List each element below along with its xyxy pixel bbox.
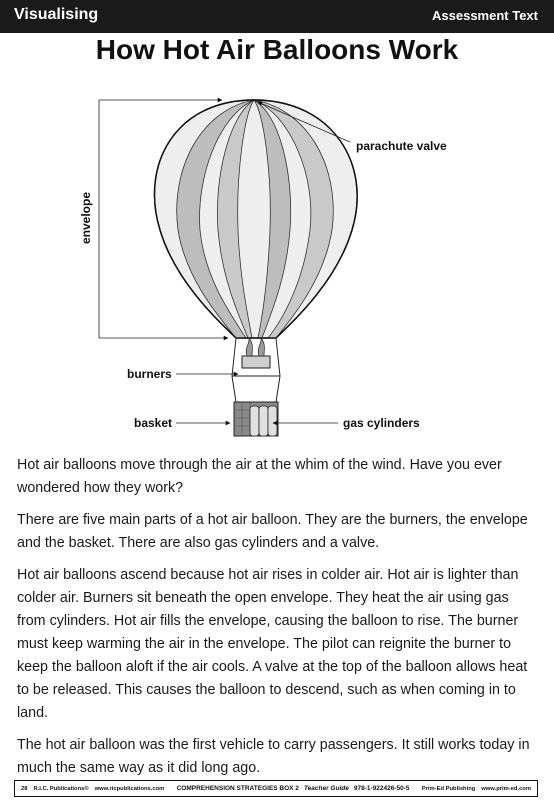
balloon-diagram (0, 80, 554, 450)
paragraph: Hot air balloons ascend because hot air rises in colder air. Hot air is lighter than colder air. Burners sit beneath the open envelope. They heat the air using gas from cylinders. Hot air fills the envelope, causing the balloon to rise. The burner must keep warming the air in the envelope. The pilot can reignite the burner to keep the balloon aloft if the air cools. A valve at the top of the balloon allows heat to be released. This causes the balloon to descend, such as when coming in to land. (17, 567, 528, 721)
series-title: COMPREHENSION STRATEGIES BOX 2 (176, 785, 299, 792)
paragraph: Hot air balloons move through the air at the whim of the wind. Have you ever wondered how they work? (17, 457, 502, 496)
label-burners: burners (127, 367, 172, 381)
label-parachute-valve: parachute valve (356, 139, 447, 153)
page-footer (14, 780, 538, 797)
balloon-illustration (0, 80, 554, 450)
publisher-name: R.I.C. Publications® (33, 785, 89, 792)
text-type-label: Assessment Text (432, 8, 538, 23)
basket-shape (234, 402, 278, 436)
publisher-website: www.ricpublications.com (94, 785, 165, 792)
guide-title: Teacher Guide (303, 785, 349, 792)
page-header-bar (0, 0, 554, 33)
paragraph: There are five main parts of a hot air balloon. They are the burners, the envelope and the basket. There are also gas cylinders and a valve. (17, 512, 528, 551)
burners-shape (242, 338, 270, 368)
section-label: Visualising (14, 6, 99, 23)
prim-ed-name: Prim-Ed Publishing (421, 785, 476, 792)
isbn: 978-1-922426-50-5 (353, 785, 410, 792)
label-envelope: envelope (79, 191, 93, 245)
page-title: How Hot Air Balloons Work (95, 34, 459, 65)
label-basket: basket (134, 416, 173, 430)
prim-ed-website: www.prim-ed.com (481, 785, 531, 792)
label-gas-cylinders: gas cylinders (343, 416, 420, 430)
article-body (17, 454, 539, 789)
paragraph: The hot air balloon was the first vehicle to carry passengers. It still works today in much the same way as it did long ago. (17, 737, 530, 776)
page-number: 28 (21, 785, 28, 792)
